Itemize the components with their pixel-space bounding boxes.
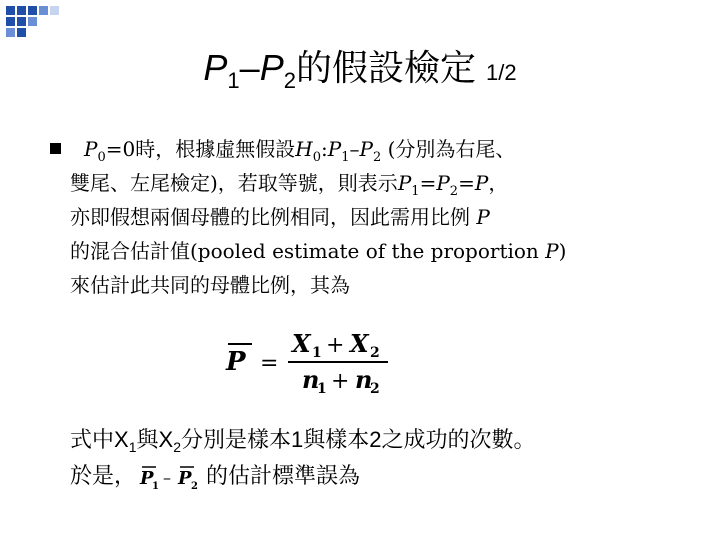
var-p: P: [84, 137, 98, 161]
slide-title: [0, 44, 720, 97]
sub-1: 1: [341, 150, 350, 165]
var-h: H: [295, 137, 313, 161]
bullet-line-3: [70, 200, 710, 234]
explanation-paragraph: [70, 422, 710, 494]
colon: :: [320, 137, 328, 161]
text-segment: 的估計標準誤為: [206, 463, 361, 488]
bullet-square-icon: [50, 143, 61, 154]
formula-num-sub1: 1: [312, 345, 322, 361]
text-segment: (分別為右尾、: [381, 137, 516, 161]
bullet-paragraph: [70, 132, 710, 302]
bullet-line-5: [70, 268, 710, 302]
title-dash: –: [239, 47, 260, 88]
text-segment: 來估計此共同的母體比例，其為: [70, 273, 350, 297]
var-p: P: [476, 205, 490, 229]
var-p: P: [474, 171, 489, 195]
explanation-line-2: [70, 458, 710, 494]
formula-den-n1: n: [302, 365, 320, 394]
mini-dash: –: [163, 468, 172, 487]
title-p1: P: [203, 47, 228, 88]
title-text: 的假設檢定: [295, 47, 476, 88]
explanation-line-1: [70, 422, 710, 458]
formula-num-plus: +: [326, 333, 345, 358]
sub-1: 1: [128, 439, 137, 455]
formula-den-sub1: 1: [317, 381, 327, 396]
bullet-line-4: [70, 234, 710, 268]
text-segment: =0時，根據虛無假設: [105, 137, 296, 161]
sub-0: 0: [97, 150, 106, 165]
text-segment: 的混合估計值(pooled estimate of the proportion: [70, 239, 546, 263]
equals: =: [458, 171, 475, 195]
sub-2: 2: [372, 150, 382, 165]
title-sub1: 1: [227, 68, 240, 93]
text-segment: 亦即假想兩個母體的比例相同，因此需用比例: [70, 205, 477, 229]
text-segment: 式中: [70, 427, 115, 452]
comma: ，: [488, 171, 509, 195]
formula-num-sub2: 2: [370, 345, 380, 361]
formula-den-n2: n: [355, 365, 373, 394]
bullet-line-2: [70, 166, 710, 200]
formula-den-sub2: 2: [370, 381, 380, 396]
text-segment: 雙尾、左尾檢定)，若取等號，則表示: [70, 171, 398, 195]
var-p: P: [545, 239, 559, 263]
title-page-indicator: 1/2: [486, 60, 517, 85]
sub-0: 0: [312, 150, 321, 165]
sub-2: 2: [449, 184, 459, 199]
formula-den-plus: +: [331, 369, 350, 394]
var-p: P: [327, 137, 342, 161]
var-x: X: [114, 427, 129, 452]
pooled-proportion-formula: [222, 326, 412, 396]
text-segment: 與: [136, 427, 159, 452]
dash: –: [349, 137, 360, 161]
p1-minus-p2-formula: [136, 463, 206, 491]
mini-p2: P: [178, 468, 192, 489]
text-segment: 於是，: [70, 463, 137, 488]
var-p: P: [397, 171, 412, 195]
mini-sub1: 1: [152, 481, 159, 491]
var-x: X: [158, 427, 174, 452]
formula-equals: =: [260, 351, 279, 376]
bullet-line-1: [70, 132, 710, 166]
text-segment: ): [558, 239, 567, 263]
formula-num-x2: X: [350, 329, 369, 358]
text-segment: 分別是樣本1與樣本2之成功的次數。: [181, 427, 536, 452]
title-sub2: 2: [283, 68, 296, 93]
sub-2: 2: [173, 439, 181, 455]
sub-1: 1: [411, 184, 420, 199]
title-p2: P: [259, 47, 284, 88]
var-p: P: [359, 137, 373, 161]
formula-lhs: P: [226, 347, 246, 377]
var-p: P: [436, 171, 450, 195]
mini-sub2: 2: [191, 481, 198, 491]
mini-p1: P: [140, 468, 154, 489]
logo-squares-icon: [4, 4, 64, 44]
equals: =: [419, 171, 437, 195]
formula-num-x1: X: [292, 329, 311, 358]
